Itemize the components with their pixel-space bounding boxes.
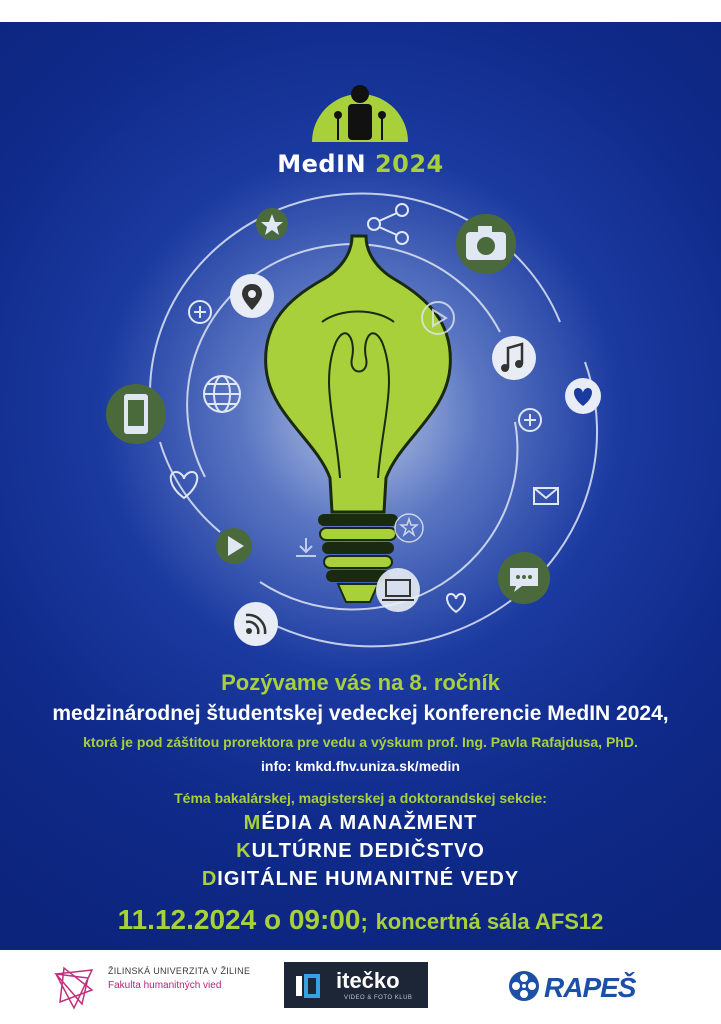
film-reel-icon <box>508 970 540 1002</box>
globe-icon <box>204 376 240 412</box>
music-note-icon <box>492 336 536 380</box>
plus-icon <box>189 301 211 323</box>
section-label: ÉDIA A MANAŽMENT <box>261 812 478 834</box>
download-icon <box>296 538 316 556</box>
event-date-venue <box>0 904 721 936</box>
itecko-name: itečko <box>336 968 400 993</box>
heart-icon <box>565 378 601 414</box>
event-separator: ; <box>360 909 368 934</box>
section-initial: M <box>243 812 262 834</box>
share-icon <box>368 204 408 244</box>
event-venue: koncertná sála AFS12 <box>375 909 604 934</box>
theme-intro: Téma bakalárskej, magisterskej a doktorandskej sekcie: <box>174 790 547 806</box>
uniza-logo[interactable] <box>52 964 252 1014</box>
event-datetime: 11.12.2024 o 09:00 <box>117 904 361 935</box>
section-label: IGITÁLNE HUMANITNÉ VEDY <box>217 868 520 890</box>
play-icon <box>216 528 252 564</box>
camera-icon <box>456 214 516 274</box>
brand-year: 2024 <box>374 150 444 178</box>
uniza-name: ŽILINSKÁ UNIVERZITA V ŽILINE <box>108 966 251 976</box>
location-pin-icon <box>230 274 274 318</box>
rapes-logo[interactable] <box>508 970 638 1010</box>
section-digital-humanities <box>0 868 721 891</box>
section-initial: K <box>236 840 252 862</box>
uniza-faculty: Fakulta humanitných vied <box>108 980 222 991</box>
laptop-icon <box>376 568 420 612</box>
poster-background <box>0 22 721 950</box>
itecko-subtitle: VIDEO & FOTO KLUB <box>344 995 413 1001</box>
star-icon <box>395 514 423 542</box>
mail-icon <box>534 488 558 504</box>
event-logo-title <box>0 150 721 178</box>
sponsor-footer <box>0 950 721 1024</box>
section-cultural-heritage <box>0 840 721 863</box>
invitation-heading: Pozývame vás na 8. ročník <box>221 670 500 695</box>
itecko-logo[interactable] <box>284 962 428 1008</box>
section-media-management <box>0 812 721 835</box>
heart-icon <box>447 594 465 612</box>
brand-name: MedIN <box>277 150 367 178</box>
section-label: ULTÚRNE DEDIČSTVO <box>251 840 485 862</box>
info-link[interactable]: info: kmkd.fhv.uniza.sk/medin <box>261 758 460 774</box>
smartphone-icon <box>106 384 166 444</box>
patronage-text: ktorá je pod záštitou prorektora pre vedu a výskum prof. Ing. Pavla Rafajdusa, PhD. <box>83 734 638 750</box>
uniza-star-icon <box>52 964 96 1012</box>
chat-icon <box>498 552 550 604</box>
rss-icon <box>234 602 278 646</box>
speaker-logo-icon <box>312 85 408 142</box>
illustration <box>0 22 721 662</box>
star-icon <box>256 208 288 240</box>
plus-icon <box>519 409 541 431</box>
conference-title: medzinárodnej študentskej vedeckej konferencie MedIN 2024, <box>52 702 669 725</box>
light-bulb-icon <box>266 236 451 602</box>
section-initial: D <box>201 868 218 890</box>
itecko-mark-icon <box>284 962 328 1008</box>
rapes-name: RAPEŠ <box>544 972 636 1003</box>
